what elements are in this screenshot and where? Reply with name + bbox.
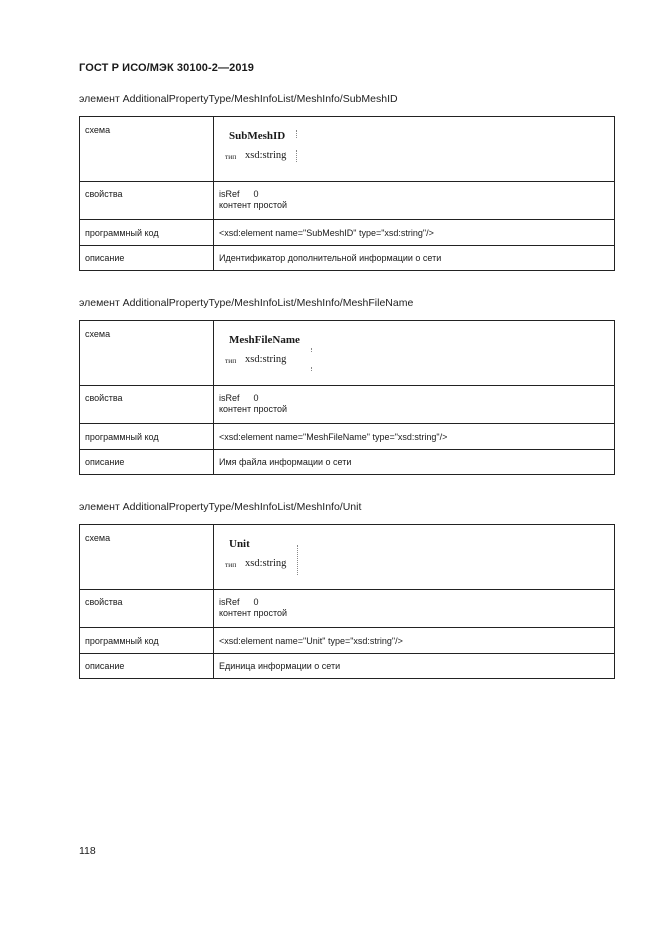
schema-diagram [219, 525, 609, 589]
schema-label: схема [80, 525, 214, 590]
code-value: <xsd:element name="Unit" type="xsd:string"/> [214, 628, 615, 654]
description-value: Идентификатор дополнительной информации о сети [214, 246, 615, 271]
schema-element-name: SubMeshID [229, 130, 286, 142]
content-type: контент простой [219, 404, 288, 414]
isref-label: isRef [219, 597, 240, 607]
page-number: 118 [79, 845, 96, 857]
description-value: Единица информации о сети [214, 654, 615, 679]
schema-type-label: тип [225, 356, 237, 365]
element-table-submeshid [79, 116, 615, 271]
schema-cell [214, 525, 615, 590]
properties-label: свойства [80, 590, 214, 628]
schema-label: схема [80, 117, 214, 182]
isref-label: isRef [219, 393, 240, 403]
isref-value: 0 [253, 393, 259, 403]
properties-cell [214, 182, 615, 220]
properties-label: свойства [80, 386, 214, 424]
section-title-submeshid: элемент AdditionalPropertyType/MeshInfoList/MeshInfo/SubMeshID [79, 93, 398, 105]
description-label: описание [80, 246, 214, 271]
section-title-unit: элемент AdditionalPropertyType/MeshInfoList/MeshInfo/Unit [79, 501, 362, 513]
description-label: описание [80, 654, 214, 679]
content-type: контент простой [219, 200, 288, 210]
description-value: Имя файла информации о сети [214, 450, 615, 475]
schema-element-name: MeshFileName [229, 334, 300, 346]
isref-value: 0 [253, 597, 259, 607]
section-title-meshfilename: элемент AdditionalPropertyType/MeshInfoList/MeshInfo/MeshFileName [79, 297, 414, 309]
schema-cell [214, 117, 615, 182]
element-table-unit [79, 524, 615, 679]
code-label: программный код [80, 220, 214, 246]
properties-cell [214, 590, 615, 628]
schema-element-name: Unit [229, 538, 250, 550]
code-label: программный код [80, 424, 214, 450]
code-value: <xsd:element name="MeshFileName" type="xsd:string"/> [214, 424, 615, 450]
isref-label: isRef [219, 189, 240, 199]
schema-border-dots [311, 367, 312, 371]
schema-label: схема [80, 321, 214, 386]
schema-cell [214, 321, 615, 386]
schema-diagram [219, 117, 609, 181]
schema-type-label: тип [225, 152, 237, 161]
properties-cell [214, 386, 615, 424]
isref-value: 0 [253, 189, 259, 199]
content-type: контент простой [219, 608, 288, 618]
properties-label: свойства [80, 182, 214, 220]
schema-type-value: xsd:string [245, 558, 287, 569]
schema-type-value: xsd:string [245, 150, 287, 161]
element-table-meshfilename [79, 320, 615, 475]
document-header: ГОСТ Р ИСО/МЭК 30100-2—2019 [79, 62, 254, 74]
schema-border-dots [296, 150, 297, 162]
schema-border-dots [311, 348, 312, 352]
code-label: программный код [80, 628, 214, 654]
code-value: <xsd:element name="SubMeshID" type="xsd:string"/> [214, 220, 615, 246]
schema-border-dots [296, 130, 297, 138]
schema-border-dots [297, 545, 298, 575]
schema-type-label: тип [225, 560, 237, 569]
schema-type-value: xsd:string [245, 354, 287, 365]
schema-diagram [219, 321, 609, 385]
description-label: описание [80, 450, 214, 475]
